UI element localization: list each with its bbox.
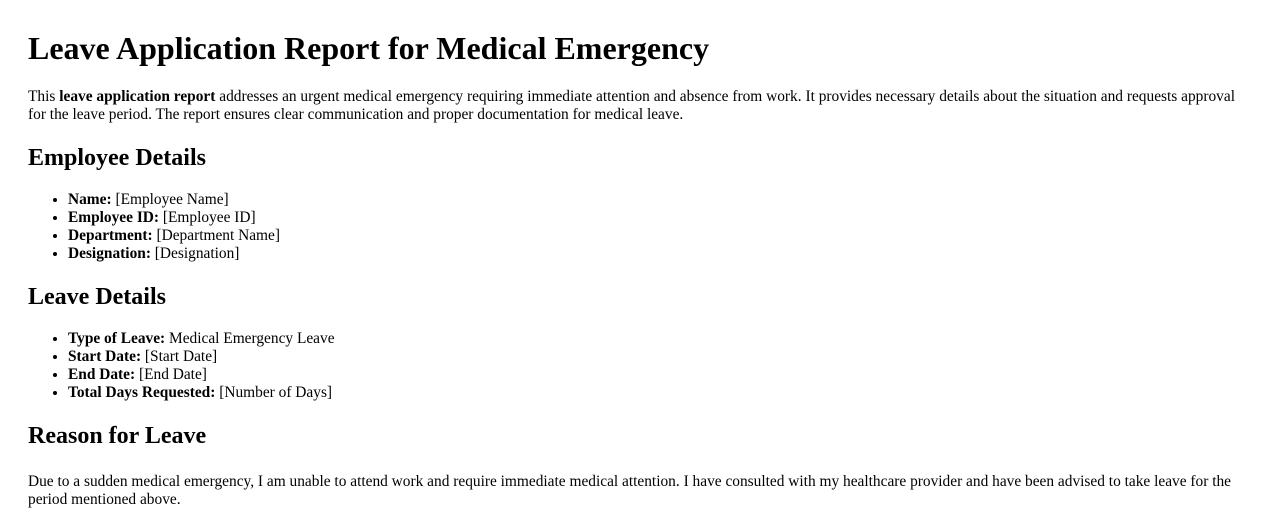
item-label: Total Days Requested: [68,384,216,401]
item-label: Department: [68,227,153,244]
intro-bold-term: leave application report [59,88,216,105]
employee-id-item [68,209,1250,227]
reason-heading: Reason for Leave [28,423,207,449]
item-value: [Employee ID] [159,209,256,226]
intro-prefix: This [28,88,60,105]
item-value: Medical Emergency Leave [165,330,335,347]
page-title: Leave Application Report for Medical Emergency [28,30,710,66]
item-label: End Date: [68,366,136,383]
item-label: Type of Leave: [68,330,166,347]
end-date-item [68,366,1250,384]
leave-details-heading: Leave Details [28,284,166,310]
item-value: [Start Date] [141,348,218,365]
item-value: [Department Name] [152,227,280,244]
designation-item [68,245,1250,263]
start-date-item [68,348,1250,366]
reason-paragraph: Due to a sudden medical emergency, I am unable to attend work and require immediate medical attention. I have consulted with my healthcare provider and have been advised to take leave for the period mentioned above. [28,473,1232,508]
item-value: [Designation] [150,245,240,262]
item-label: Designation: [68,245,151,262]
item-value: [End Date] [135,366,207,383]
employee-name-item [68,191,1250,209]
department-item [68,227,1250,245]
item-value: [Number of Days] [215,384,333,401]
employee-details-list [28,191,1250,263]
item-value: [Employee Name] [111,191,229,208]
item-label: Employee ID: [68,209,160,226]
intro-paragraph [28,88,1250,124]
leave-details-list [28,330,1250,402]
leave-type-item [68,330,1250,348]
item-label: Name: [68,191,112,208]
total-days-item [68,384,1250,402]
item-label: Start Date: [68,348,142,365]
intro-suffix: addresses an urgent medical emergency requiring immediate attention and absence from work. It provides necessary details about the situation and requests approval for the leave period. The report ensures clear communication and proper documentation for medical leave. [28,88,1235,123]
employee-details-heading: Employee Details [28,145,206,171]
